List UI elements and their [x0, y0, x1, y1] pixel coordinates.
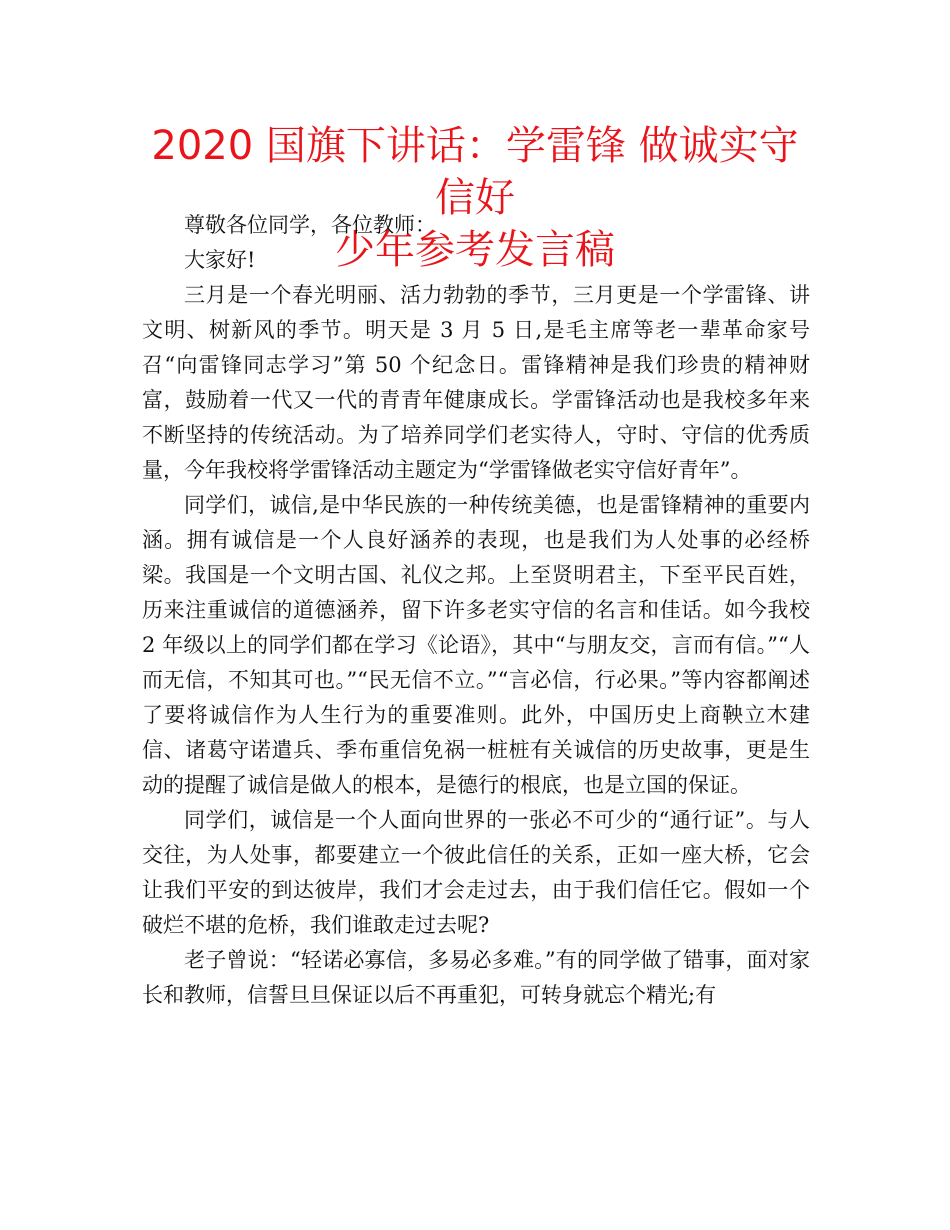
body-paragraph: 同学们，诚信是一个人面向世界的一张必不可少的“通行证”。与人交往，为人处事，都要建立一个彼此信任的关系，正如一座大桥，它会让我们平安的到达彼岸，我们才会走过去，由于我们信任它。假如一个破烂不堪的危桥，我们谁敢走过去呢? — [142, 808, 810, 937]
title-line-1: 2020 国旗下讲话：学雷锋 做诚实守信好 — [151, 123, 799, 221]
body-paragraph: 老子曾说：“轻诺必寡信，多易必多难。”有的同学做了错事，面对家长和教师，信誓旦旦保证以后不再重犯，可转身就忘个精光;有 — [142, 948, 810, 1007]
salutation: 尊敬各位同学，各位教师： — [184, 213, 436, 237]
body-paragraph: 三月是一个春光明丽、活力勃勃的季节，三月更是一个学雷锋、讲文明、树新风的季节。明天是 3 月 5 日,是毛主席等老一辈革命家号召“向雷锋同志学习”第 50 个纪念日。雷锋精神是我们珍贵的精神财富，鼓励着一代又一代的青青年健康成长。学雷锋活动也是我校多年来不断坚持的传统活动。为了培养同学们老实待人，守时、守信的优秀质量，今年我校将学雷锋活动主题定为“学雷锋做老实守信好青年”。 — [142, 283, 810, 482]
title-line-2: 少年参考发言稿 — [335, 227, 615, 273]
document-body — [142, 208, 810, 1013]
greeting: 大家好! — [184, 248, 256, 272]
body-paragraph: 同学们，诚信,是中华民族的一种传统美德，也是雷锋精神的重要内涵。拥有诚信是一个人良好涵养的表现，也是我们为人处事的必经桥梁。我国是一个文明古国、礼仪之邦。上至贤明君主，下至平民百姓，历来注重诚信的道德涵养，留下许多老实守信的名言和佳话。如今我校 2 年级以上的同学们都在学习《论语》，其中“与朋友交，言而有信。”“人而无信，不知其可也。”“民无信不立。”“言必信，行必果。”等内容都阐述了要将诚信作为人生行为的重要准则。此外，中国历史上商鞅立木建信、诸葛守诺遣兵、季布重信免祸一桩桩有关诚信的历史故事，更是生动的提醒了诚信是做人的根本，是德行的根底，也是立国的保证。 — [142, 493, 810, 797]
